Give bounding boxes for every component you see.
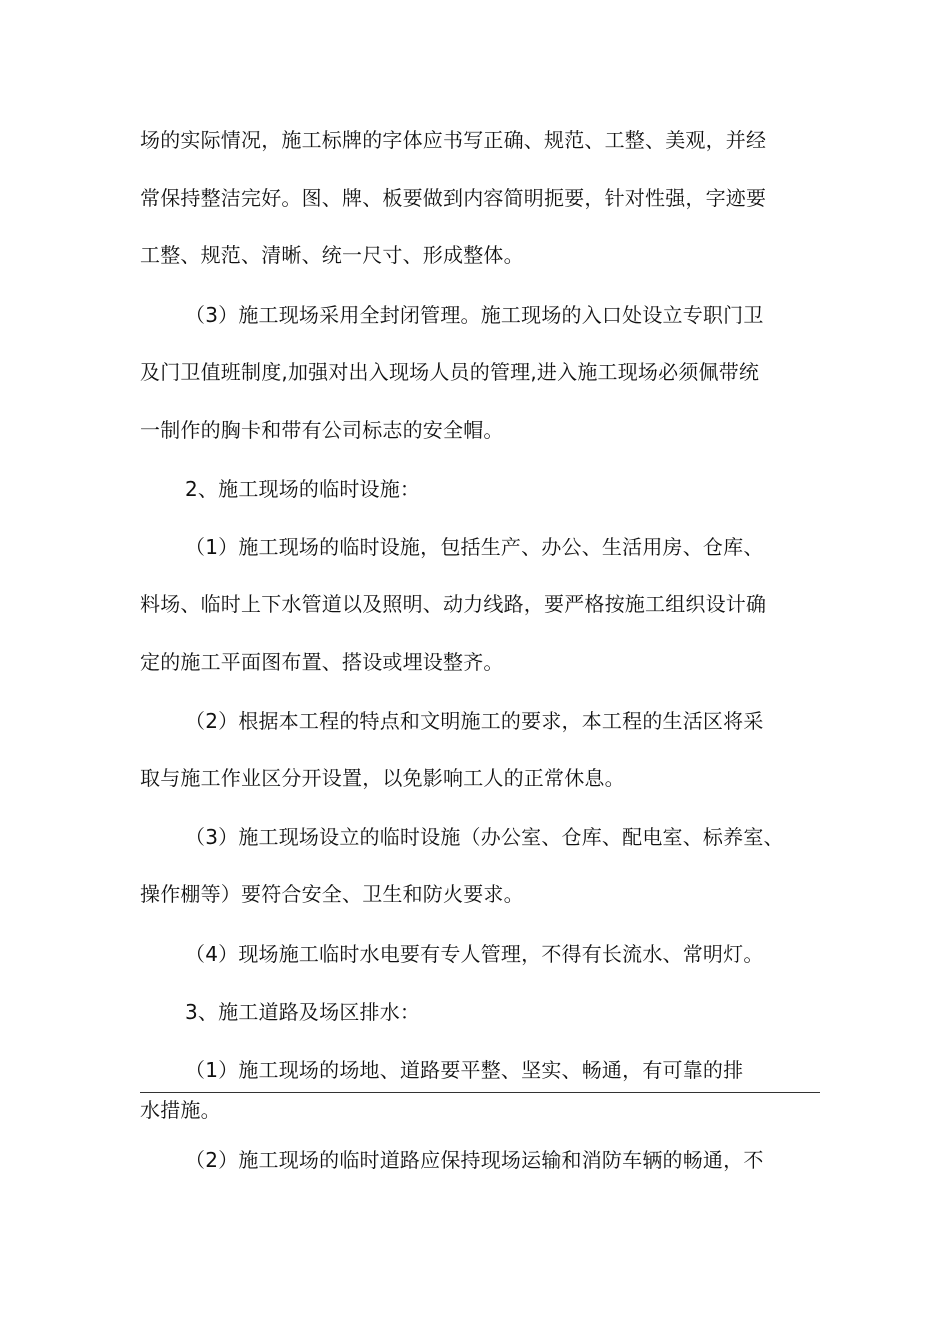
paragraph-line: （3）施工现场设立的临时设施（办公室、仓库、配电室、标养室、 (185, 825, 784, 849)
paragraph-line: （2）根据本工程的特点和文明施工的要求，本工程的生活区将采 (185, 709, 764, 733)
paragraph-line: 料场、临时上下水管道以及照明、动力线路，要严格按施工组织设计确 (140, 592, 767, 616)
paragraph-line: （2）施工现场的临时道路应保持现场运输和消防车辆的畅通，不 (185, 1148, 764, 1172)
paragraph-line: 及门卫值班制度,加强对出入现场人员的管理,进入施工现场必须佩带统 (140, 360, 760, 384)
paragraph-line: 操作棚等）要符合安全、卫生和防火要求。 (140, 882, 524, 906)
paragraph-line: 取与施工作业区分开设置，以免影响工人的正常休息。 (140, 766, 625, 790)
paragraph-line: 工整、规范、清晰、统一尺寸、形成整体。 (140, 243, 524, 267)
paragraph-line: （1）施工现场的场地、道路要平整、坚实、畅通，有可靠的排 (185, 1058, 744, 1082)
paragraph-line: 水措施。 (140, 1098, 221, 1122)
paragraph-line: 常保持整洁完好。图、牌、板要做到内容简明扼要，针对性强，字迹要 (140, 186, 767, 210)
paragraph-line: 一制作的胸卡和带有公司标志的安全帽。 (140, 418, 504, 442)
paragraph-line: （3）施工现场采用全封闭管理。施工现场的入口处设立专职门卫 (185, 303, 764, 327)
paragraph-line: 定的施工平面图布置、搭设或埋设整齐。 (140, 650, 504, 674)
paragraph-line: （4）现场施工临时水电要有专人管理，不得有长流水、常明灯。 (185, 942, 764, 966)
section-heading: 2、施工现场的临时设施： (185, 477, 421, 501)
section-heading: 3、施工道路及场区排水： (185, 1000, 421, 1024)
paragraph-line: （1）施工现场的临时设施，包括生产、办公、生活用房、仓库、 (185, 535, 764, 559)
paragraph-line: 场的实际情况，施工标牌的字体应书写正确、规范、工整、美观，并经 (140, 128, 767, 152)
horizontal-rule (140, 1092, 820, 1093)
